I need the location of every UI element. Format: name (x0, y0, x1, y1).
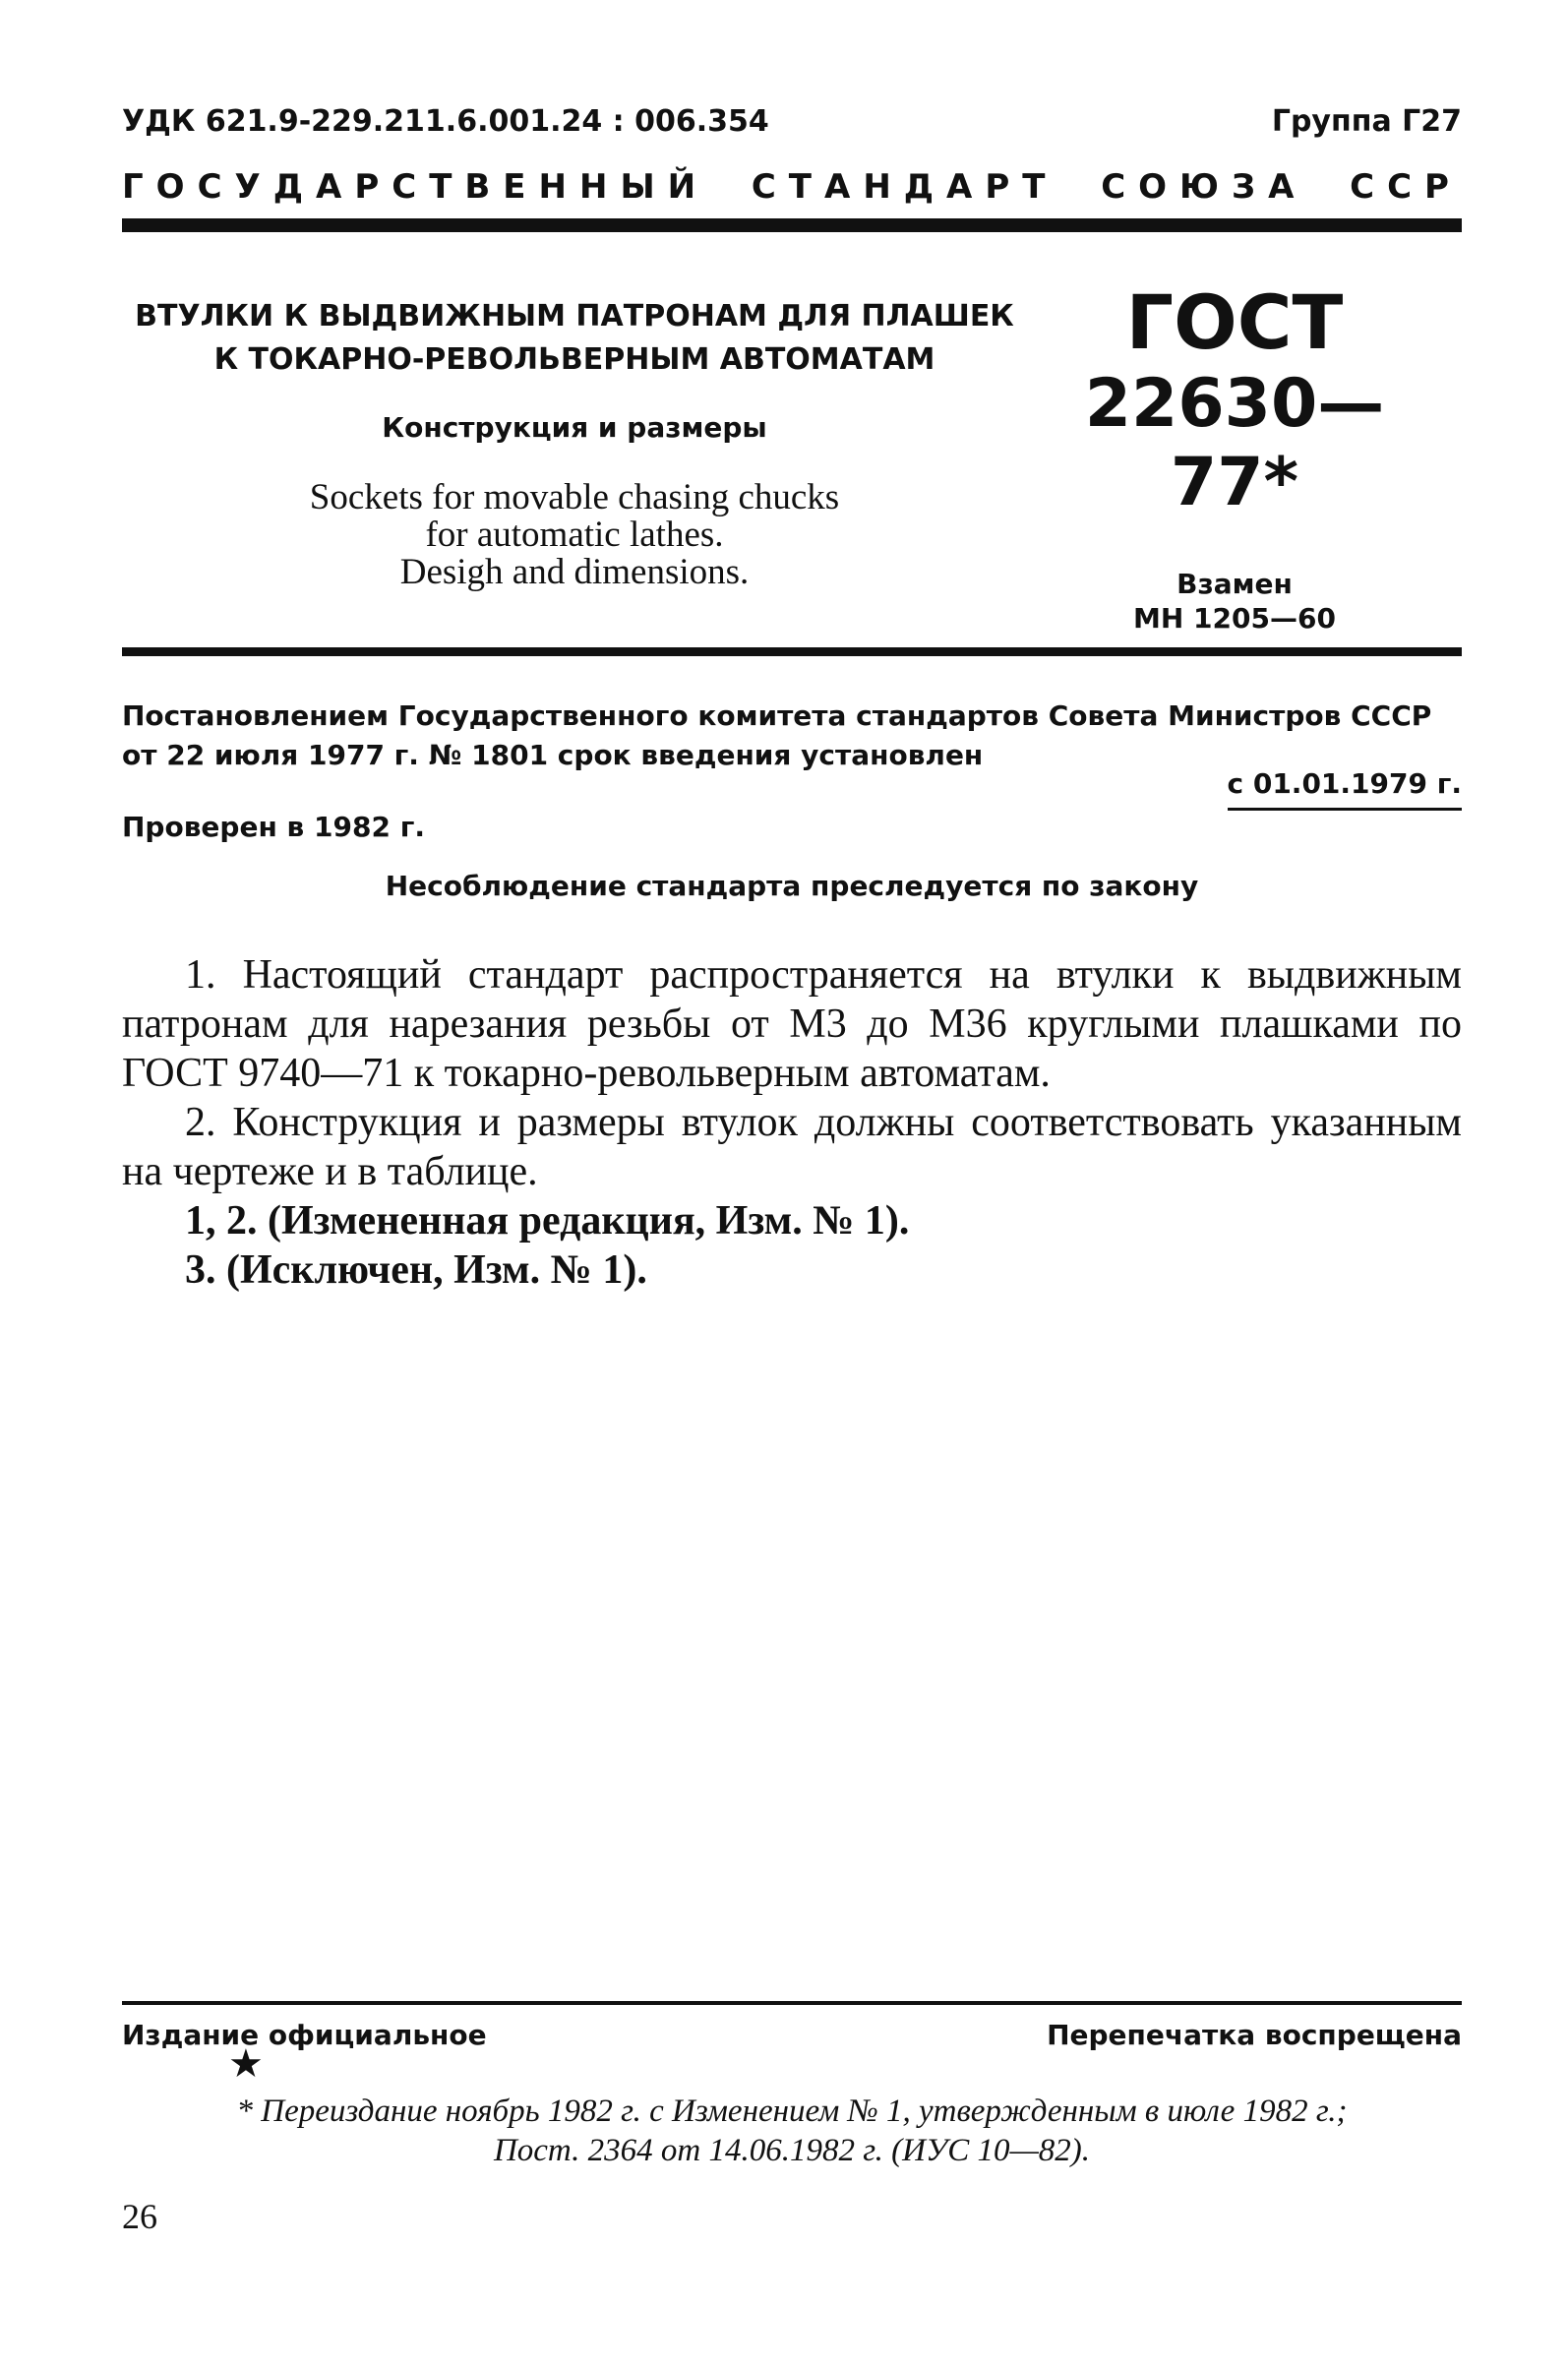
title-block (122, 295, 1027, 591)
footnote-line: * Переиздание ноябрь 1982 г. с Изменением № 1, утвержденным в июле 1982 г.; (236, 2094, 1348, 2129)
banner-word: ССР (1350, 167, 1462, 207)
top-rule (122, 218, 1462, 232)
reprint-notice: Перепечатка воспрещена (1047, 2019, 1462, 2051)
banner-word: ГОСУДАРСТВЕННЫЙ (122, 167, 709, 207)
title-ru (122, 295, 1027, 382)
banner-word: СТАНДАРТ (751, 167, 1058, 207)
banner-word: СОЮЗА (1101, 167, 1307, 207)
decree-line: от 22 июля 1977 г. № 1801 срок введения установлен (122, 739, 984, 771)
replaces-label: Взамен (1176, 568, 1293, 600)
gost-block (1072, 280, 1397, 635)
checked-year: Проверен в 1982 г. (122, 811, 425, 843)
page-number: 26 (122, 2197, 157, 2236)
edition-label: Издание официальное (122, 2019, 487, 2051)
subtitle-ru: Конструкция и размеры (382, 411, 767, 444)
gost-label: ГОСТ (1125, 278, 1344, 366)
clause-2: 2. Конструкция и размеры втулок должны соответствовать указанным на чертеже и в таблице. (122, 1100, 1462, 1194)
group-code: Группа Г27 (1271, 104, 1462, 139)
decree-line: Постановлением Государственного комитета стандартов Совета Министров СССР (122, 699, 1432, 732)
title-en-line: Desigh and dimensions. (399, 552, 750, 592)
decree-text (122, 697, 1462, 775)
title-ru-line: К ТОКАРНО-РЕВОЛЬВЕРНЫМ АВТОМАТАМ (213, 342, 935, 377)
title-en-line: for automatic lathes. (425, 515, 724, 555)
clause-amendment: 1, 2. (Измененная редакция, Изм. № 1). (185, 1198, 910, 1244)
title-en (122, 479, 1027, 591)
middle-rule (122, 647, 1462, 656)
star-icon: ★ (228, 2041, 264, 2086)
clause-3: 3. (Исключен, Изм. № 1). (185, 1247, 647, 1293)
footnote-line: Пост. 2364 от 14.06.1982 г. (ИУС 10—82). (493, 2133, 1091, 2168)
violation-notice: Несоблюдение стандарта преследуется по закону (385, 870, 1199, 902)
body-text (122, 950, 1462, 1295)
effective-date: с 01.01.1979 г. (1228, 767, 1463, 811)
replaces-value: МН 1205—60 (1133, 602, 1336, 635)
udk-code: УДК 621.9-229.211.6.001.24 : 006.354 (122, 104, 769, 139)
footnote (122, 2092, 1462, 2170)
clause-1: 1. Настоящий стандарт распространяется на втулки к выдвижным патронам для нарезания резьбы от М3 до М36 круглыми плашками по ГОСТ 9740—71 к токарно-револьверным автоматам. (122, 952, 1462, 1096)
gost-number: 22630—77* (1084, 365, 1385, 521)
state-standard-banner (122, 167, 1462, 207)
title-ru-line: ВТУЛКИ К ВЫДВИЖНЫМ ПАТРОНАМ ДЛЯ ПЛАШЕК (135, 299, 1014, 334)
title-en-line: Sockets for movable chasing chucks (309, 477, 840, 517)
bottom-rule (122, 2001, 1462, 2005)
